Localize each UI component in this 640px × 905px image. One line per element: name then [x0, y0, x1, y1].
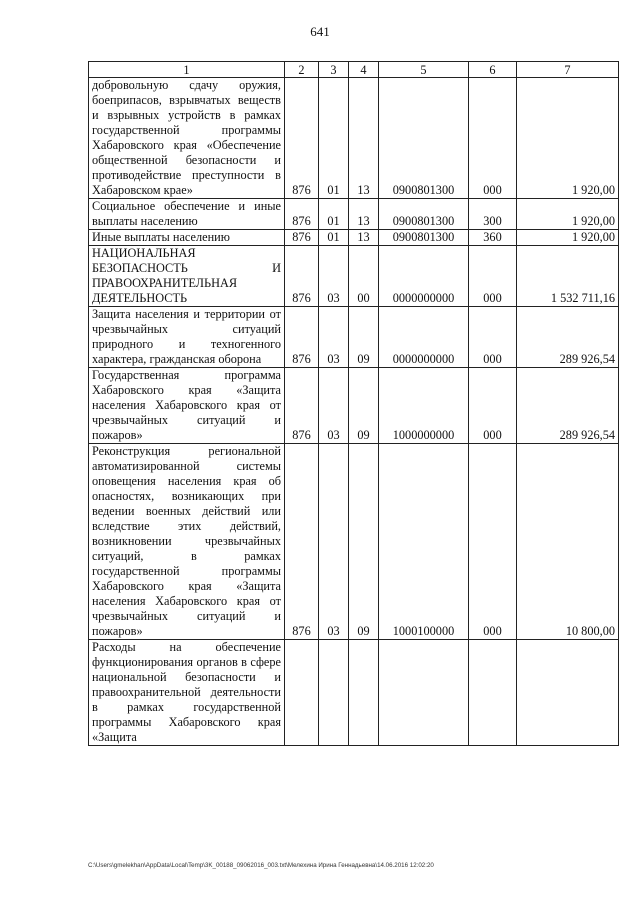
- subsection-code: 09: [349, 307, 379, 368]
- expense-type-code: 360: [469, 230, 517, 246]
- section-code: 03: [319, 444, 349, 640]
- table-row: [89, 640, 619, 746]
- table-row: [89, 199, 619, 230]
- subsection-code: 09: [349, 368, 379, 444]
- header-row: [89, 62, 619, 78]
- table-row: [89, 368, 619, 444]
- expense-type-code: 000: [469, 78, 517, 199]
- col-header-1: 1: [89, 62, 285, 78]
- target-article-code: 0000000000: [379, 307, 469, 368]
- amount: 10 800,00: [517, 444, 619, 640]
- ministry-code: 876: [285, 368, 319, 444]
- expense-type-code: 000: [469, 307, 517, 368]
- amount: 1 920,00: [517, 230, 619, 246]
- ministry-code: 876: [285, 307, 319, 368]
- ministry-code: 876: [285, 199, 319, 230]
- ministry-code: 876: [285, 444, 319, 640]
- table-row: [89, 78, 619, 199]
- section-code: 01: [319, 230, 349, 246]
- table-row: [89, 246, 619, 307]
- table-row: [89, 307, 619, 368]
- ministry-code: [285, 640, 319, 746]
- section-code: 01: [319, 78, 349, 199]
- section-code: 03: [319, 368, 349, 444]
- section-code: 03: [319, 246, 349, 307]
- ministry-code: 876: [285, 78, 319, 199]
- col-header-6: 6: [469, 62, 517, 78]
- table-row: [89, 230, 619, 246]
- amount: 289 926,54: [517, 307, 619, 368]
- file-path-footer: C:\Users\gmelekhan\AppData\Local\Temp\3K_00188_09062016_003.txt\Мелехина Ирина Геннадьевна\14.06.2016 12:02:20: [88, 862, 434, 869]
- section-code: [319, 640, 349, 746]
- target-article-code: 0900801300: [379, 199, 469, 230]
- target-article-code: [379, 640, 469, 746]
- row-description: Социальное обеспечение и иные выплаты населению: [89, 199, 285, 230]
- row-description: Иные выплаты населению: [89, 230, 285, 246]
- row-description: НАЦИОНАЛЬНАЯ БЕЗОПАСНОСТЬ И ПРАВООХРАНИТЕЛЬНАЯ ДЕЯТЕЛЬНОСТЬ: [89, 246, 285, 307]
- expense-type-code: 000: [469, 444, 517, 640]
- row-description: Реконструкция региональной автоматизированной системы оповещения населения края об опасностях, возникающих при ведении военных действий или вследствие этих действий, возникновении чрезвычайных ситуаций, в рамках государственной программы Хабаровского края «Защита населения Хабаровского края от чрезвычайных ситуаций и пожаров»: [89, 444, 285, 640]
- table-row: [89, 444, 619, 640]
- expense-type-code: 000: [469, 368, 517, 444]
- expense-type-code: 000: [469, 246, 517, 307]
- col-header-7: 7: [517, 62, 619, 78]
- budget-table: [88, 61, 619, 746]
- amount: [517, 640, 619, 746]
- subsection-code: 13: [349, 199, 379, 230]
- section-code: 03: [319, 307, 349, 368]
- ministry-code: 876: [285, 246, 319, 307]
- amount: 1 920,00: [517, 78, 619, 199]
- expense-type-code: [469, 640, 517, 746]
- row-description: Расходы на обеспечение функционирования органов в сфере национальной безопасности и правоохранительной деятельности в рамках государственной программы Хабаровского края «Защита: [89, 640, 285, 746]
- target-article-code: 0900801300: [379, 78, 469, 199]
- target-article-code: 0000000000: [379, 246, 469, 307]
- subsection-code: 13: [349, 78, 379, 199]
- subsection-code: [349, 640, 379, 746]
- col-header-4: 4: [349, 62, 379, 78]
- amount: 1 532 711,16: [517, 246, 619, 307]
- target-article-code: 1000100000: [379, 444, 469, 640]
- subsection-code: 00: [349, 246, 379, 307]
- page-number: 641: [310, 24, 330, 39]
- ministry-code: 876: [285, 230, 319, 246]
- col-header-5: 5: [379, 62, 469, 78]
- section-code: 01: [319, 199, 349, 230]
- row-description: Государственная программа Хабаровского края «Защита населения Хабаровского края от чрезвычайных ситуаций и пожаров»: [89, 368, 285, 444]
- col-header-3: 3: [319, 62, 349, 78]
- expense-type-code: 300: [469, 199, 517, 230]
- subsection-code: 13: [349, 230, 379, 246]
- row-description: Защита населения и территории от чрезвычайных ситуаций природного и техногенного характера, гражданская оборона: [89, 307, 285, 368]
- col-header-2: 2: [285, 62, 319, 78]
- target-article-code: 1000000000: [379, 368, 469, 444]
- target-article-code: 0900801300: [379, 230, 469, 246]
- subsection-code: 09: [349, 444, 379, 640]
- amount: 289 926,54: [517, 368, 619, 444]
- amount: 1 920,00: [517, 199, 619, 230]
- row-description: добровольную сдачу оружия, боеприпасов, взрывчатых веществ и взрывных устройств в рамках государственной программы Хабаровского края «Обеспечение общественной безопасности и противодействие преступности в Хабаровском крае»: [89, 78, 285, 199]
